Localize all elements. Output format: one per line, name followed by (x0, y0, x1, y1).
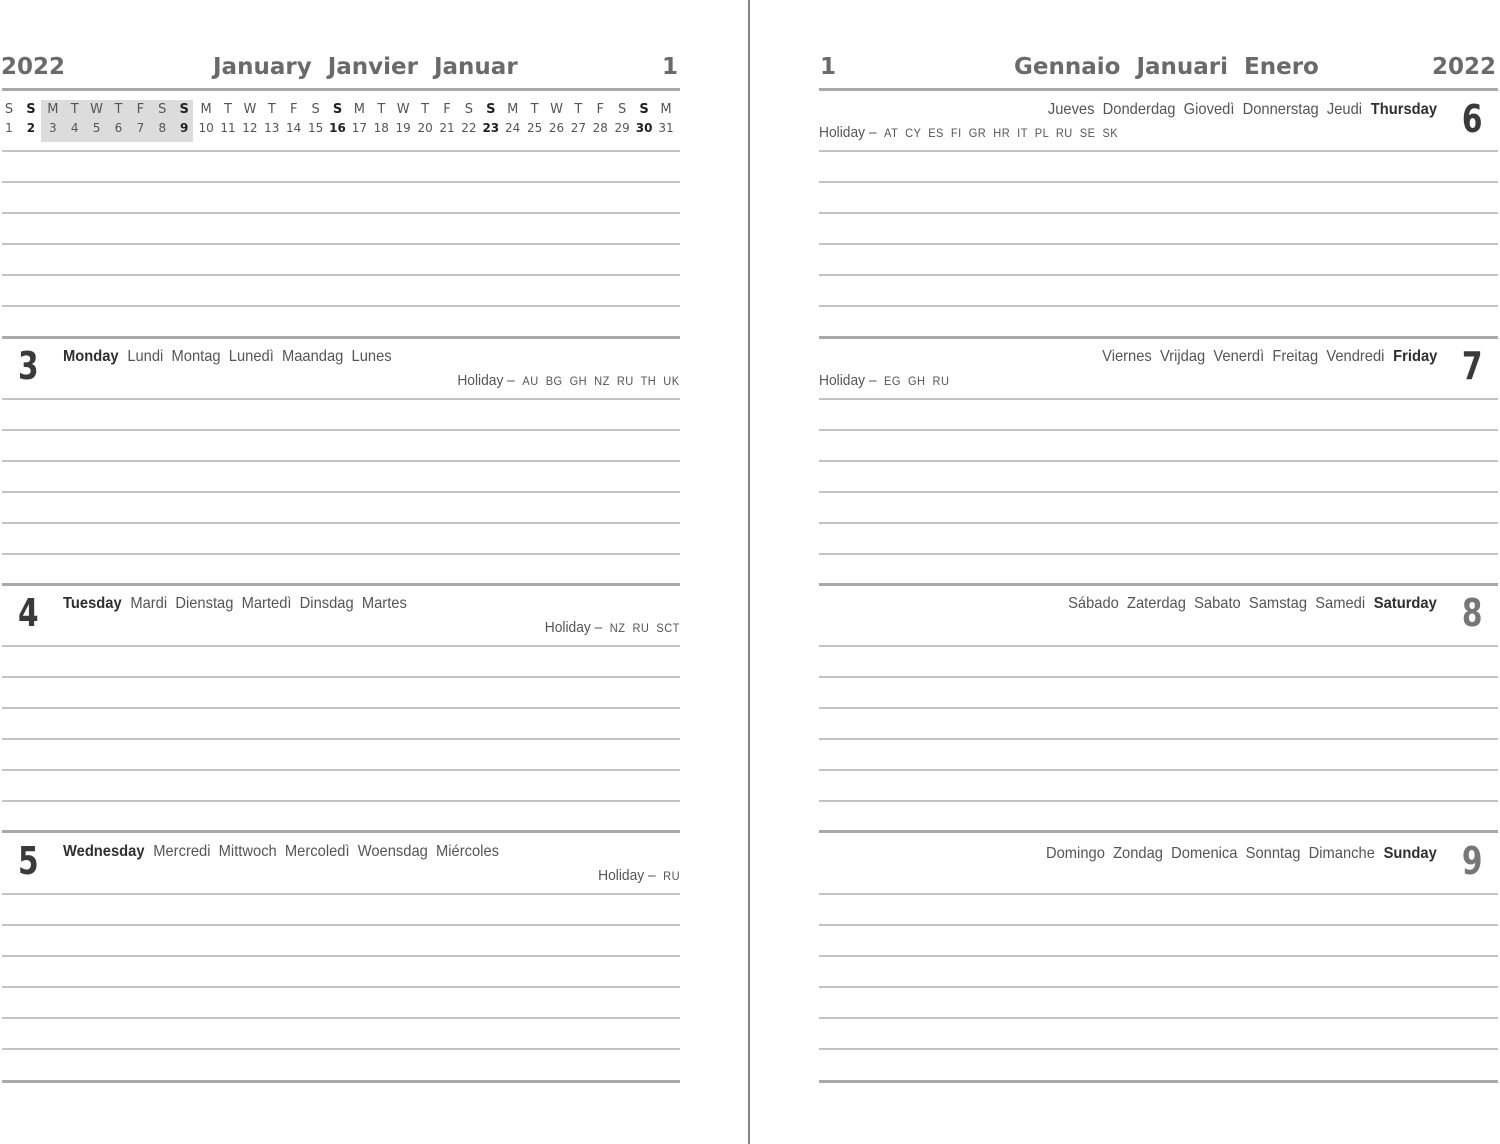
mini-calendar-date: 9 (180, 121, 189, 135)
mini-calendar-date: 10 (198, 121, 214, 135)
mini-calendar-weekday-letter: T (421, 102, 430, 117)
writing-line (2, 243, 680, 245)
mini-calendar-weekday-letter: S (158, 102, 167, 117)
weekday-name: Thursday (1370, 101, 1437, 118)
writing-line (2, 460, 680, 462)
mini-calendar (0, 100, 680, 142)
mini-calendar-date: 26 (548, 121, 565, 135)
day-name-line (63, 843, 499, 861)
writing-line (819, 460, 1498, 462)
mini-calendar-weekday-letter: F (289, 102, 298, 117)
writing-line (2, 1048, 680, 1050)
day-separator-line (2, 583, 680, 586)
mini-calendar-weekday-letter: W (396, 102, 410, 117)
writing-line (2, 212, 680, 214)
mini-calendar-date: 5 (92, 121, 101, 135)
mini-calendar-date: 29 (614, 121, 630, 135)
weekday-name: Friday (1392, 348, 1437, 365)
mini-calendar-date: 16 (329, 121, 346, 135)
writing-line (819, 150, 1498, 152)
holiday-line (819, 124, 1118, 141)
holiday-line (819, 372, 949, 389)
mini-calendar-date: 12 (242, 121, 258, 135)
holiday-line (598, 867, 680, 884)
writing-line (2, 305, 680, 307)
day-separator-line (2, 1080, 680, 1083)
mini-calendar-weekday-letter: T (114, 102, 123, 117)
writing-line (819, 738, 1498, 740)
holiday-label: Holiday – (598, 867, 656, 884)
holiday-codes: NZ RU SCT (609, 621, 680, 635)
writing-line (819, 274, 1498, 276)
writing-line (819, 1048, 1498, 1050)
mini-calendar-weekday-letter: S (618, 102, 627, 117)
writing-line (819, 924, 1498, 926)
day-separator-line (819, 1080, 1498, 1083)
mini-calendar-weekday-letter: S (639, 102, 649, 117)
mini-calendar-weekday-letter: S (26, 102, 36, 117)
header-month-names: Gennaio Januari Enero (1014, 54, 1319, 80)
mini-calendar-weekday-letter: M (507, 102, 519, 117)
holiday-codes: AU BG GH NZ RU TH UK (522, 374, 680, 388)
writing-line (819, 1017, 1498, 1019)
mini-calendar-date: 27 (570, 121, 587, 135)
holiday-line (458, 372, 680, 389)
day-separator-line (2, 830, 680, 833)
header-year: 2022 (1, 54, 66, 80)
mini-calendar-date: 7 (136, 121, 145, 135)
day-separator-line (2, 336, 680, 339)
mini-calendar-date: 6 (114, 121, 123, 135)
mini-calendar-weekday-letter: F (136, 102, 145, 117)
mini-calendar-weekday-letter: T (530, 102, 539, 117)
writing-line (2, 645, 680, 647)
day-number: 7 (1461, 344, 1482, 388)
day-name-line (1046, 845, 1437, 863)
mini-calendar-date: 18 (373, 121, 389, 135)
writing-line (819, 491, 1498, 493)
day-separator-line (819, 830, 1498, 833)
mini-calendar-weekday-letter: S (179, 102, 189, 117)
mini-calendar-date: 20 (417, 121, 433, 135)
mini-calendar-date: 14 (286, 121, 302, 135)
writing-line (2, 676, 680, 678)
weekday-translations: Viernes Vrijdag Venerdì Freitag Vendredi (1101, 348, 1385, 365)
day-name-line (63, 595, 407, 613)
day-separator-line (819, 336, 1498, 339)
mini-calendar-weekday-letter: M (660, 102, 672, 117)
mini-calendar-date: 1 (5, 121, 13, 135)
writing-line (2, 429, 680, 431)
writing-line (819, 707, 1498, 709)
writing-line (2, 893, 680, 895)
right-header (818, 54, 1498, 88)
mini-calendar-date: 28 (592, 121, 608, 135)
mini-calendar-weekday-letter: W (550, 102, 563, 117)
mini-calendar-date: 22 (461, 121, 477, 135)
mini-calendar-date: 15 (307, 121, 324, 135)
mini-calendar-date: 19 (395, 121, 411, 135)
weekday-name: Sunday (1383, 845, 1437, 862)
mini-calendar-weekday-letter: M (47, 102, 59, 117)
day-name-line (1102, 348, 1437, 366)
mini-calendar-weekday-letter: S (486, 102, 496, 117)
day-name-line (1068, 595, 1437, 613)
mini-calendar-date: 30 (635, 121, 653, 135)
writing-line (819, 212, 1498, 214)
mini-calendar-date: 17 (351, 121, 368, 135)
weekday-translations: Domingo Zondag Domenica Sonntag Dimanche (1046, 845, 1376, 862)
writing-line (2, 274, 680, 276)
mini-calendar-date: 25 (526, 121, 543, 135)
mini-calendar-weekday-letter: M (353, 102, 365, 117)
weekday-name: Tuesday (63, 595, 122, 612)
mini-calendar-weekday-letter: F (443, 102, 451, 117)
header-rule (819, 88, 1498, 91)
spine-divider (748, 0, 750, 1144)
mini-calendar-date: 13 (264, 121, 280, 135)
writing-line (819, 429, 1498, 431)
writing-line (819, 955, 1498, 957)
writing-line (2, 181, 680, 183)
day-number: 8 (1461, 591, 1482, 635)
weekday-translations: Mercredi Mittwoch Mercoledì Woensdag Miércoles (153, 843, 500, 860)
writing-line (2, 800, 680, 802)
mini-calendar-weekday-letter: S (311, 102, 320, 117)
day-number: 6 (1461, 97, 1482, 141)
mini-calendar-date: 11 (220, 121, 236, 135)
mini-calendar-date: 8 (158, 121, 167, 135)
day-name-line (1048, 101, 1437, 119)
holiday-label: Holiday – (544, 619, 603, 636)
writing-line (2, 924, 680, 926)
header-year: 2022 (1431, 54, 1496, 80)
mini-calendar-date: 21 (439, 121, 455, 135)
writing-line (819, 893, 1498, 895)
writing-line (819, 676, 1498, 678)
mini-calendar-date: 3 (48, 121, 57, 135)
writing-line (819, 243, 1498, 245)
mini-calendar-weekday-letter: S (4, 102, 14, 117)
day-number: 3 (18, 344, 39, 388)
holiday-codes: EG GH RU (884, 374, 950, 388)
writing-line (2, 491, 680, 493)
mini-calendar-weekday-letter: S (332, 102, 343, 117)
mini-calendar-weekday-letter: T (224, 102, 232, 117)
header-month-names: January Janvier Januar (213, 54, 518, 80)
day-number: 4 (18, 591, 39, 635)
weekday-name: Monday (63, 348, 119, 365)
day-separator-line (819, 583, 1498, 586)
left-header (0, 54, 680, 88)
writing-line (819, 645, 1498, 647)
writing-line (819, 181, 1498, 183)
writing-line (2, 398, 680, 400)
header-rule (2, 88, 680, 91)
mini-calendar-date: 23 (482, 121, 500, 135)
writing-line (2, 986, 680, 988)
writing-line (819, 522, 1498, 524)
writing-line (2, 707, 680, 709)
holiday-label: Holiday – (819, 372, 877, 389)
weekday-name: Saturday (1374, 595, 1437, 612)
mini-calendar-weekday-letter: M (200, 102, 212, 117)
writing-line (2, 150, 680, 152)
day-name-line (63, 348, 392, 366)
holiday-label: Holiday – (457, 372, 516, 389)
holiday-codes: AT CY ES FI GR HR IT PL RU SE SK (884, 126, 1119, 140)
weekday-translations: Sábado Zaterdag Sabato Samstag Samedi (1068, 595, 1366, 612)
mini-calendar-weekday-letter: T (70, 102, 79, 117)
holiday-codes: RU (663, 869, 680, 883)
writing-line (819, 800, 1498, 802)
writing-line (2, 769, 680, 771)
weekday-translations: Jueves Donderdag Giovedì Donnerstag Jeudi (1047, 101, 1363, 118)
mini-calendar-weekday-letter: T (574, 102, 583, 117)
mini-calendar-weekday-letter: W (243, 102, 257, 117)
holiday-line (545, 619, 680, 636)
mini-calendar-weekday-letter: T (267, 102, 276, 117)
mini-calendar-date: 31 (658, 121, 674, 135)
writing-line (2, 522, 680, 524)
weekday-translations: Mardi Dienstag Martedì Dinsdag Martes (130, 595, 407, 612)
writing-line (819, 305, 1498, 307)
writing-line (819, 769, 1498, 771)
day-number: 9 (1461, 839, 1482, 883)
weekday-translations: Lundi Montag Lunedì Maandag Lunes (127, 348, 392, 365)
writing-line (819, 553, 1498, 555)
mini-calendar-weekday-letter: T (377, 102, 386, 117)
header-week-number: 1 (820, 54, 837, 80)
day-number: 5 (18, 839, 39, 883)
mini-calendar-date: 24 (505, 121, 521, 135)
writing-line (819, 986, 1498, 988)
weekday-name: Wednesday (63, 843, 145, 860)
holiday-label: Holiday – (819, 124, 877, 141)
left-page (0, 0, 748, 1144)
writing-line (2, 738, 680, 740)
writing-line (2, 553, 680, 555)
mini-calendar-date: 2 (26, 121, 36, 135)
right-page (752, 0, 1500, 1144)
mini-calendar-weekday-letter: F (596, 102, 605, 117)
writing-line (2, 955, 680, 957)
header-week-number: 1 (661, 54, 678, 80)
mini-calendar-weekday-letter: W (90, 102, 104, 117)
mini-calendar-weekday-letter: S (464, 102, 474, 117)
mini-calendar-date: 4 (70, 121, 79, 135)
writing-line (819, 398, 1498, 400)
writing-line (2, 1017, 680, 1019)
